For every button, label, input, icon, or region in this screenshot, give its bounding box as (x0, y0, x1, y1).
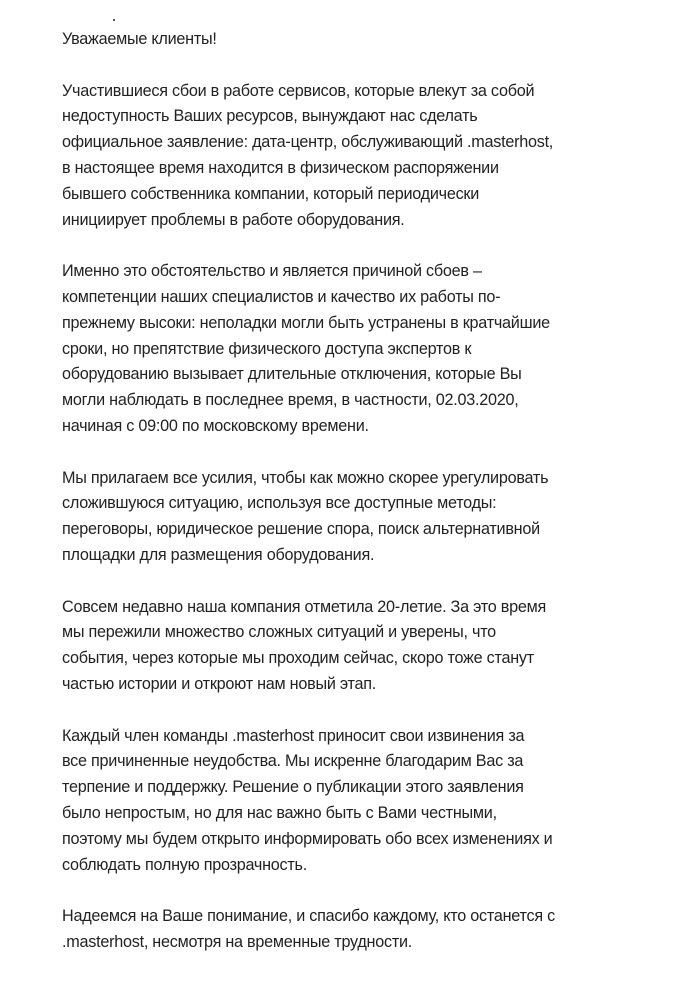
paragraph-line: официальное заявление: дата-центр, обслуживающий .masterhost, (62, 133, 554, 152)
paragraph-line: прежнему высоки: неполадки могли быть устранены в кратчайшие (62, 313, 550, 332)
paragraph-line: переговоры, юридическое решение спора, поиск альтернативной (62, 520, 540, 539)
paragraph-line: все причиненные неудобства. Мы искренне благодарим Вас за (62, 752, 524, 771)
paragraph-line: терпение и поддержку. Решение о публикации этого заявления (62, 778, 524, 797)
paragraph-line: бывшего собственника компании, который периодически (62, 184, 480, 203)
paragraph (62, 904, 682, 956)
paragraph-line: инициирует проблемы в работе оборудования. (62, 210, 405, 229)
paragraph-line: события, через которые мы проходим сейчас, скоро тоже станут (62, 649, 534, 668)
greeting: Уважаемые клиенты! (62, 30, 217, 48)
paragraph-line: Именно это обстоятельство и является причиной сбоев – (62, 262, 482, 281)
paragraph (62, 466, 682, 569)
paragraph (62, 79, 682, 234)
paragraph-line: Мы прилагаем все усилия, чтобы как можно скорее урегулировать (62, 468, 549, 487)
paragraph-line: частью истории и откроют нам новый этап. (62, 674, 377, 693)
paragraph-line: оборудованию вызывает длительные отключения, которые Вы (62, 365, 522, 384)
letter-body (62, 27, 682, 981)
paragraph-line: сроки, но препятствие физического доступа экспертов к (62, 339, 472, 358)
stray-mark (113, 19, 115, 21)
paragraph-line: Участившиеся сбои в работе сервисов, которые влекут за собой (62, 81, 535, 100)
paragraph (62, 259, 682, 440)
paragraph-line: было непростым, но для нас важно быть с Вами честными, (62, 803, 497, 822)
paragraph (62, 595, 682, 698)
paragraph-line: Надеемся на Ваше понимание, и спасибо каждому, кто останется с (62, 907, 555, 926)
paragraph-line: недоступность Ваших ресурсов, вынуждают нас сделать (62, 107, 478, 126)
paragraph-line: соблюдать полную прозрачность. (62, 855, 307, 874)
paragraph-line: Каждый член команды .masterhost приносит свои извинения за (62, 726, 525, 745)
paragraph-line: площадки для размещения оборудования. (62, 545, 375, 564)
paragraph-line: начиная с 09:00 по московскому времени. (62, 416, 369, 435)
paragraph-line: в настоящее время находится в физическом распоряжении (62, 158, 499, 177)
paragraph-line: могли наблюдать в последнее время, в частности, 02.03.2020, (62, 391, 519, 410)
paragraph-line: сложившуюся ситуацию, используя все доступные методы: (62, 494, 497, 513)
paragraph-line: .masterhost, несмотря на временные трудности. (62, 932, 413, 951)
paragraph-line: поэтому мы будем открыто информировать обо всех изменениях и (62, 829, 553, 848)
paragraph (62, 724, 682, 879)
paragraph-line: мы пережили множество сложных ситуаций и уверены, что (62, 623, 496, 642)
paragraph-line: Совсем недавно наша компания отметила 20-летие. За это время (62, 597, 546, 616)
paragraph-line: компетенции наших специалистов и качество их работы по- (62, 287, 501, 306)
